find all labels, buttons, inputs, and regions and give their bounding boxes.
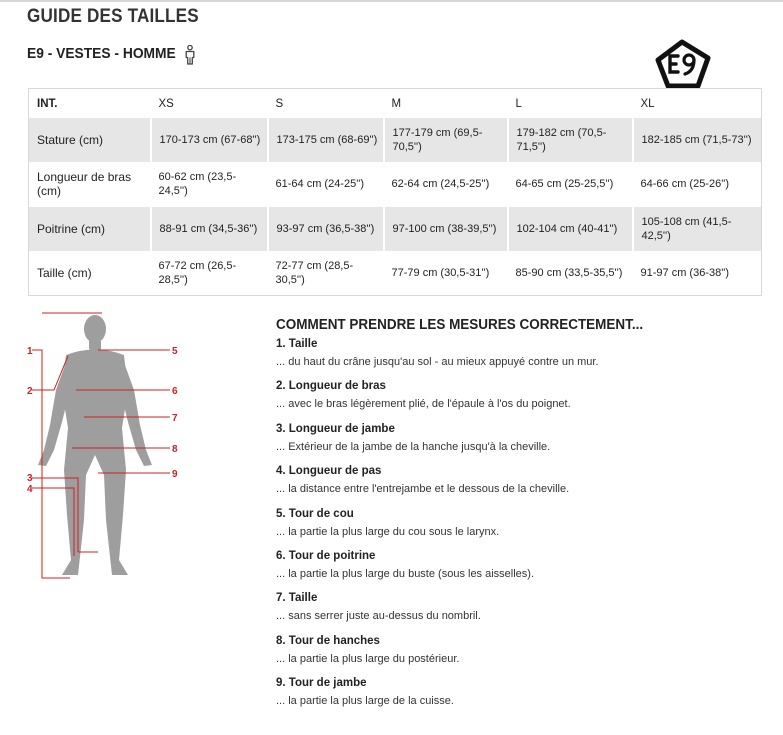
table-cell: 97-100 cm (38-39,5'') <box>384 207 508 251</box>
marker-2: 2 <box>27 386 33 397</box>
page-subtitle: E9 - VESTES - HOMME <box>27 45 176 62</box>
step-description: ... du haut du crâne jusqu'au sol - au mieux appuyé contre un mur. <box>276 356 599 368</box>
table-row <box>29 118 762 162</box>
marker-6: 6 <box>172 386 178 397</box>
step-title: 1. Taille <box>276 338 318 350</box>
top-divider <box>0 0 783 2</box>
marker-8: 8 <box>172 444 178 455</box>
table-row <box>29 251 762 296</box>
row-label-cell: Taille (cm) <box>37 265 92 280</box>
row-label-cell: Stature (cm) <box>29 118 151 162</box>
marker-4: 4 <box>27 484 33 495</box>
step-title: 5. Tour de cou <box>276 507 354 520</box>
step-title: 7. Taille <box>276 592 318 605</box>
table-cell: 61-64 cm (24-25'') <box>275 178 365 191</box>
step-title: 2. Longueur de bras <box>276 380 386 393</box>
step-title: 3. Longueur de jambe <box>276 422 395 435</box>
page-title: GUIDE DES TAILLES <box>27 6 199 27</box>
table-cell: 72-77 cm (28,5-30,5'') <box>275 259 354 286</box>
marker-9: 9 <box>172 469 178 480</box>
step-description: ... Extérieur de la jambe de la hanche jusqu'à la cheville. <box>276 440 551 453</box>
step-item <box>276 379 756 421</box>
marker-1: 1 <box>27 346 33 357</box>
table-header-row <box>29 89 762 119</box>
step-item <box>276 337 756 379</box>
header-cell-size: XS <box>158 97 174 110</box>
step-item <box>276 634 756 676</box>
table-cell: 64-65 cm (25-25,5'') <box>515 178 614 191</box>
step-item <box>276 676 756 718</box>
header-cell-size: M <box>391 97 402 110</box>
step-item <box>276 507 756 549</box>
row-label-cell: Poitrine (cm) <box>29 207 151 251</box>
step-description: ... sans serrer juste au-dessus du nombril. <box>276 610 481 623</box>
step-title: 8. Tour de hanches <box>276 634 380 647</box>
table-cell: 93-97 cm (36,5-38'') <box>268 207 384 251</box>
header-cell-size: L <box>515 97 522 110</box>
step-item <box>276 422 756 464</box>
table-cell: 60-62 cm (23,5-24,5'') <box>158 171 237 198</box>
body-silhouette <box>38 315 152 575</box>
table-cell: 105-108 cm (41,5-42,5'') <box>633 207 762 251</box>
table-row <box>29 207 762 251</box>
table-cell: 170-173 cm (67-68'') <box>151 118 268 162</box>
table-cell: 102-104 cm (40-41'') <box>508 207 633 251</box>
step-description: ... la partie la plus large de la cuisse. <box>276 695 454 708</box>
step-description: ... la partie la plus large du postérieur. <box>276 652 460 665</box>
table-cell: 177-179 cm (69,5-70,5'') <box>384 118 508 162</box>
howto-title: COMMENT PRENDRE LES MESURES CORRECTEMENT... <box>276 317 644 333</box>
table-cell: 91-97 cm (36-38'') <box>640 266 730 279</box>
size-table <box>28 88 762 296</box>
step-title: 6. Tour de poitrine <box>276 549 376 562</box>
marker-5: 5 <box>172 346 178 357</box>
measurement-steps <box>276 337 756 719</box>
table-cell: 62-64 cm (24,5-25'') <box>391 178 490 191</box>
table-cell: 67-72 cm (26,5-28,5'') <box>158 259 237 286</box>
table-cell: 64-66 cm (25-26'') <box>640 178 730 191</box>
step-title: 9. Tour de jambe <box>276 677 367 690</box>
person-icon <box>184 45 196 65</box>
body-measurement-figure <box>24 310 194 585</box>
step-description: ... la partie la plus large du cou sous le larynx. <box>276 525 500 538</box>
table-row <box>29 162 762 206</box>
step-title: 4. Longueur de pas <box>276 465 382 478</box>
brand-logo <box>654 38 712 90</box>
step-item <box>276 591 756 633</box>
table-cell: 77-79 cm (30,5-31'') <box>391 266 490 279</box>
marker-3: 3 <box>27 473 33 484</box>
table-cell: 173-175 cm (68-69'') <box>268 118 384 162</box>
step-description: ... la partie la plus large du buste (sous les aisselles). <box>276 567 535 580</box>
table-cell: 85-90 cm (33,5-35,5'') <box>515 266 623 279</box>
step-item <box>276 549 756 591</box>
step-description: ... la distance entre l'entrejambe et le dessous de la cheville. <box>276 483 570 496</box>
table-cell: 182-185 cm (71,5-73'') <box>633 118 762 162</box>
header-cell-size: XL <box>640 97 655 110</box>
step-description: ... avec le bras légèrement plié, de l'épaule à l'os du poignet. <box>276 398 571 411</box>
step-item <box>276 464 756 506</box>
table-cell: 179-182 cm (70,5-71,5'') <box>508 118 633 162</box>
header-cell-int: INT. <box>37 97 58 110</box>
marker-7: 7 <box>172 413 178 424</box>
table-cell: 88-91 cm (34,5-36'') <box>151 207 268 251</box>
header-cell-size: S <box>275 97 284 110</box>
row-label-cell: Longueur de bras (cm) <box>37 170 132 199</box>
